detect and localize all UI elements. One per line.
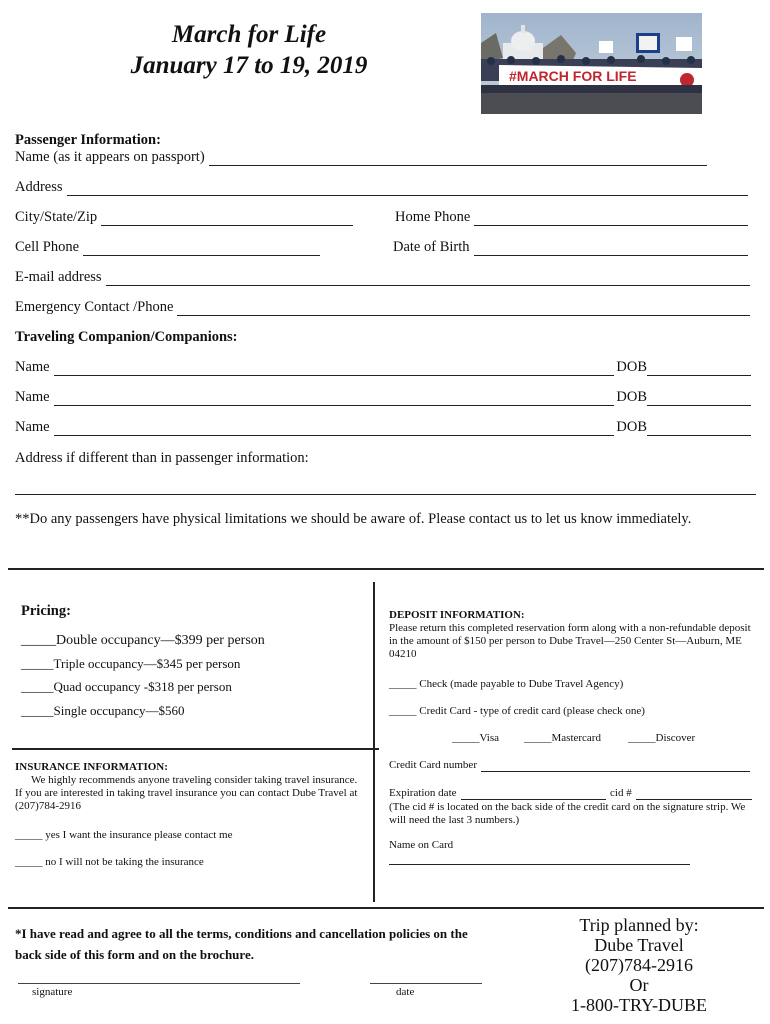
signature-label: signature — [32, 986, 73, 998]
cid-note: (The cid # is located on the back side of the credit card on the signature strip. We will need the last 3 numbers.) — [389, 801, 746, 826]
passenger-section-title: Passenger Information: — [15, 132, 161, 148]
passenger-name-field[interactable] — [15, 148, 707, 166]
deposit-title: DEPOSIT INFORMATION: — [389, 609, 525, 621]
planner-or: Or — [629, 975, 649, 995]
check-option[interactable]: _____ Check (made payable to Dube Travel Agency) — [389, 678, 624, 690]
pricing-option-label: Single occupancy—$560 — [53, 703, 185, 718]
pricing-option-label: Triple occupancy—$345 per person — [53, 656, 241, 671]
card-number-field[interactable] — [389, 759, 750, 772]
home-phone-field[interactable] — [395, 208, 748, 226]
cid-field[interactable] — [610, 787, 752, 800]
alt-address-line[interactable] — [15, 494, 756, 495]
card-type-mastercard[interactable]: _____Mastercard — [524, 732, 601, 744]
agreement-line-1: *I have read and agree to all the terms, conditions and cancellation policies on the — [15, 926, 468, 941]
event-dates: January 17 to 19, 2019 — [130, 52, 368, 79]
city-state-zip-label: City/State/Zip — [15, 209, 98, 225]
card-type-visa[interactable]: _____Visa — [452, 732, 500, 744]
companion-dob-label: DOB — [616, 359, 647, 375]
banner-text: #MARCH FOR LIFE — [509, 68, 637, 84]
credit-card-option[interactable]: _____ Credit Card - type of credit card (please check one) — [389, 705, 645, 717]
event-title: March for Life — [171, 21, 327, 48]
date-label: date — [396, 986, 415, 998]
date-of-birth-label: Date of Birth — [393, 239, 470, 255]
passenger-name-label: Name (as it appears on passport) — [15, 149, 205, 165]
pricing-option[interactable]: _____Quad occupancy -$318 per person — [21, 679, 232, 694]
event-photo — [481, 13, 702, 114]
expiration-field[interactable] — [389, 787, 610, 800]
agreement-line-2: back side of this form and on the brochure. — [15, 947, 254, 962]
section-divider — [8, 568, 764, 570]
pricing-option-label: Quad occupancy -$318 per person — [53, 679, 232, 694]
alt-address-label: Address if different than in passenger information: — [15, 450, 309, 466]
address-label: Address — [15, 179, 63, 195]
signature-line[interactable] — [18, 983, 300, 984]
planner-line-2: Dube Travel — [594, 935, 684, 955]
pricing-title: Pricing: — [21, 603, 71, 619]
companion-dob-label: DOB — [616, 419, 647, 435]
pricing-insurance-divider — [12, 748, 379, 750]
cid-label: cid # — [610, 787, 632, 799]
pricing-option[interactable]: _____Triple occupancy—$345 per person — [21, 656, 241, 671]
limitations-note: **Do any passengers have physical limitations we should be aware of. Please contact us to let us know immediately. — [15, 511, 692, 527]
deposit-text: Please return this completed reservation form along with a non-refundable deposit in the amount of $150 per person to Dube Travel—250 Center St—Auburn, ME 04210 — [389, 622, 751, 660]
city-state-zip-field[interactable] — [15, 208, 353, 226]
email-label: E-mail address — [15, 269, 102, 285]
card-type-discover[interactable]: _____Discover — [628, 732, 696, 744]
companion-row[interactable] — [15, 418, 751, 436]
bottom-divider — [8, 907, 764, 909]
insurance-text: We highly recommends anyone traveling consider taking travel insurance. If you are interested in taking travel insurance you can contact Dube Travel at (207)784-2916 — [15, 774, 358, 812]
companion-dob-label: DOB — [616, 389, 647, 405]
name-on-card-label: Name on Card — [389, 839, 454, 851]
pricing-option[interactable]: _____Single occupancy—$560 — [21, 703, 185, 718]
date-of-birth-field[interactable] — [393, 238, 748, 256]
planner-block — [560, 915, 718, 1015]
card-number-label: Credit Card number — [389, 759, 477, 771]
emergency-contact-field[interactable] — [15, 298, 750, 316]
pricing-option[interactable]: _____Double occupancy—$399 per person — [21, 633, 265, 648]
pricing-option-label: Double occupancy—$399 per person — [56, 633, 265, 648]
insurance-yes-option[interactable]: _____ yes I want the insurance please contact me — [15, 829, 233, 841]
email-field[interactable] — [15, 268, 750, 286]
companion-name-label: Name — [15, 389, 50, 405]
date-line[interactable] — [370, 983, 482, 984]
cell-phone-field[interactable] — [15, 238, 320, 256]
companion-row[interactable] — [15, 388, 751, 406]
companions-section-title: Traveling Companion/Companions: — [15, 329, 238, 345]
home-phone-label: Home Phone — [395, 209, 471, 225]
expiration-label: Expiration date — [389, 787, 457, 799]
companion-row[interactable] — [15, 358, 751, 376]
address-field[interactable] — [15, 178, 748, 196]
planner-line-1: Trip planned by: — [579, 915, 699, 935]
march-photo-image — [481, 13, 702, 114]
companion-name-label: Name — [15, 419, 50, 435]
planner-phone: (207)784-2916 — [585, 955, 693, 975]
insurance-no-option[interactable]: _____ no I will not be taking the insurance — [15, 856, 204, 868]
companion-name-label: Name — [15, 359, 50, 375]
insurance-title: INSURANCE INFORMATION: — [15, 761, 168, 773]
name-on-card-line[interactable] — [389, 864, 690, 865]
column-divider — [373, 582, 375, 902]
planner-toll-free: 1-800-TRY-DUBE — [571, 995, 707, 1015]
cell-phone-label: Cell Phone — [15, 239, 80, 255]
emergency-contact-label: Emergency Contact /Phone — [15, 299, 174, 315]
